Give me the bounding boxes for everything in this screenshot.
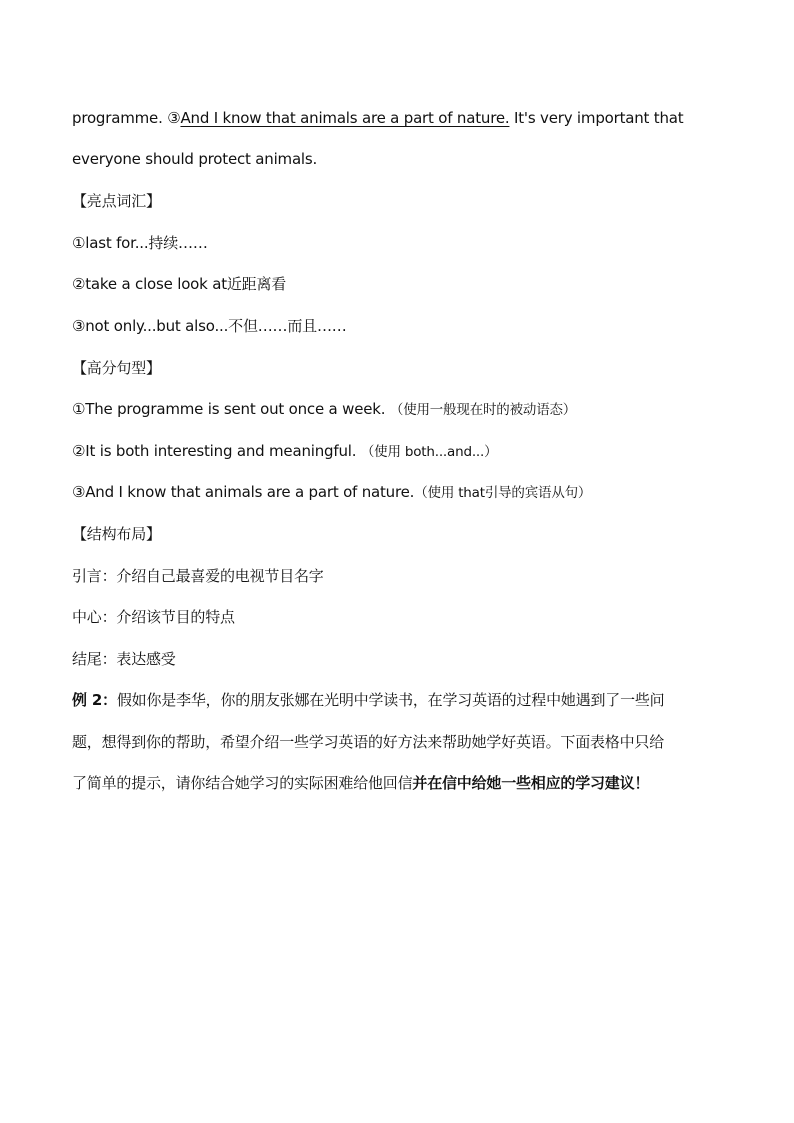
example-text: 了简单的提示，请你结合她学习的实际困难给他回信 xyxy=(72,774,413,792)
example-bold-text: 并在信中给她一些相应的学习建议！ xyxy=(412,774,650,792)
paragraph-text: It's very important that xyxy=(509,109,684,127)
example-label: 例 2： xyxy=(72,691,117,709)
sentence-text: ③And I know that animals are a part of nature. xyxy=(72,483,415,501)
vocab-item: ②take a close look at近距离看 xyxy=(72,275,287,293)
structure-item: 结尾：表达感受 xyxy=(72,650,176,668)
sentence-text: ①The programme is sent out once a week. xyxy=(72,400,386,418)
underlined-sentence: And I know that animals are a part of nature. xyxy=(180,109,510,127)
section-heading-structure: 【结构布局】 xyxy=(72,525,161,543)
vocab-item: ③not only...but also...不但……而且…… xyxy=(72,317,347,335)
sentence-note: （使用 that引导的宾语从句） xyxy=(414,485,592,501)
section-heading-sentences: 【高分句型】 xyxy=(72,359,161,377)
sentence-item xyxy=(72,441,497,462)
sentence-item xyxy=(72,399,576,420)
example-2-line-1 xyxy=(72,690,664,710)
paragraph-line-2: everyone should protect animals. xyxy=(72,150,318,168)
sentence-item xyxy=(72,482,591,503)
structure-item: 引言：介绍自己最喜爱的电视节目名字 xyxy=(72,567,324,585)
structure-item: 中心：介绍该节目的特点 xyxy=(72,608,235,626)
sentence-text: ②It is both interesting and meaningful. xyxy=(72,442,357,460)
sentence-note: （使用 both...and...） xyxy=(360,444,498,460)
example-2-line-3 xyxy=(72,773,649,793)
example-text: 假如你是李华，你的朋友张娜在光明中学读书，在学习英语的过程中她遇到了一些问 xyxy=(116,691,665,709)
paragraph-text: programme. ③ xyxy=(72,109,181,127)
example-2-line-2: 题，想得到你的帮助，希望介绍一些学习英语的好方法来帮助她学好英语。下面表格中只给 xyxy=(72,733,665,751)
vocab-item: ①last for...持续…… xyxy=(72,234,208,252)
section-heading-vocab: 【亮点词汇】 xyxy=(72,192,161,210)
sentence-note: （使用一般现在时的被动语态） xyxy=(389,402,577,418)
paragraph-line-1 xyxy=(72,108,683,128)
